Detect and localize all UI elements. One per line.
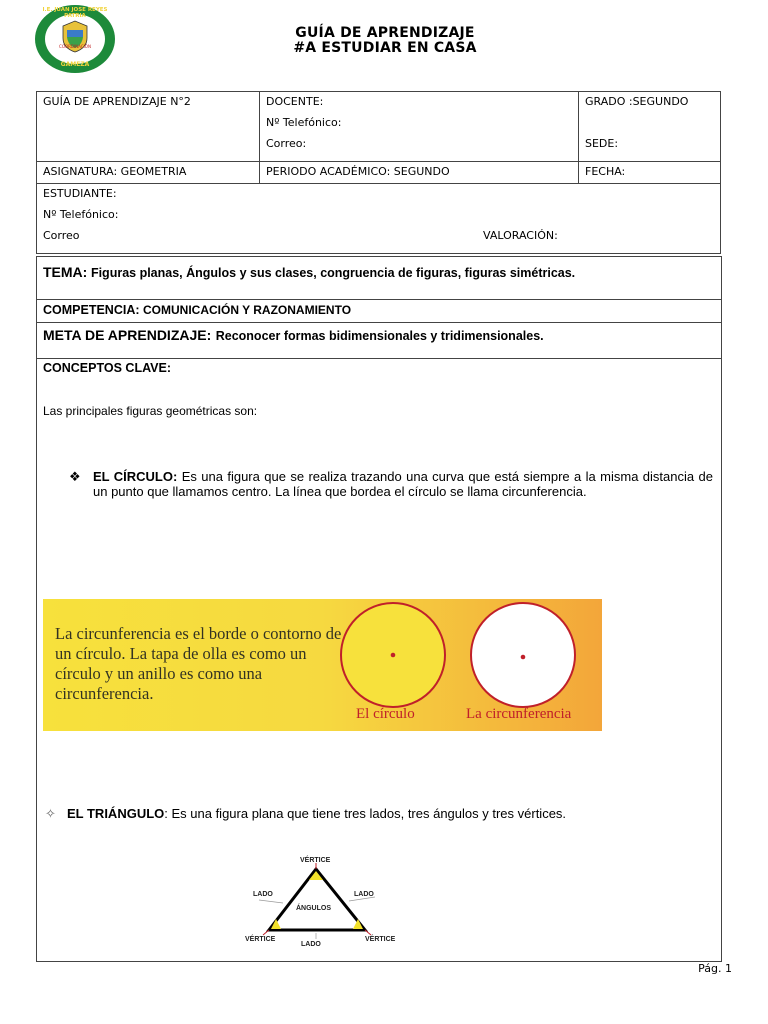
estudiante-email-label: Correo: [43, 229, 80, 242]
guia-cell: [37, 92, 260, 162]
grado-label: GRADO :SEGUNDO: [585, 95, 689, 108]
meta-label: META DE APRENDIZAJE:: [43, 327, 212, 343]
circumference-center-dot: [521, 655, 526, 660]
logo-text-bottom: GAMEZA: [60, 61, 90, 68]
intro-text: Las principales figuras geométricas son:: [43, 404, 258, 418]
circulo-label: EL CÍRCULO:: [93, 469, 178, 484]
vertex-top-label: VÉRTICE: [300, 857, 331, 864]
triangulo-paragraph: [67, 806, 717, 821]
side-right-label: LADO: [354, 891, 374, 898]
triangulo-text: : Es una figura plana que tiene tres lados, tres ángulos y tres vértices.: [164, 806, 567, 821]
caption-circle: El círculo: [356, 706, 415, 722]
docente-email-label: Correo:: [266, 137, 307, 150]
asignatura-cell: ASIGNATURA: GEOMETRIA: [37, 162, 260, 184]
estudiante-label: ESTUDIANTE:: [43, 187, 117, 200]
tema-text: Figuras planas, Ángulos y sus clases, congruencia de figuras, figuras simétricas.: [90, 266, 576, 280]
vertex-right-label: VÉRTICE: [365, 936, 396, 943]
sede-label: SEDE:: [585, 137, 619, 150]
meta-row: [37, 323, 721, 359]
triangulo-label: EL TRIÁNGULO: [67, 806, 165, 821]
triangulo-bullet: [45, 806, 56, 822]
page-title-line1: GUÍA DE APRENDIZAJE: [295, 25, 475, 41]
fecha-cell: FECHA:: [579, 162, 721, 184]
valoracion-label: VALORACIÓN:: [483, 229, 558, 242]
circulo-paragraph: [93, 469, 713, 499]
estudiante-cell: [37, 184, 721, 254]
circle-banner-image: [43, 599, 602, 731]
angles-label: ÁNGULOS: [296, 905, 331, 912]
logo-text-mid: COORDINACIÓN: [59, 44, 91, 49]
conceptos-label: CONCEPTOS CLAVE:: [43, 361, 172, 375]
docente-phone-label: Nº Telefónico:: [266, 116, 342, 129]
side-bottom-label: LADO: [301, 941, 321, 948]
info-table: [36, 91, 721, 254]
diamond-outline-bullet-icon: ✧: [45, 806, 56, 821]
circle-center-dot: [391, 653, 396, 658]
guia-number: GUÍA DE APRENDIZAJE N°2: [43, 95, 191, 108]
side-left-label: LADO: [253, 891, 273, 898]
competencia-row: [37, 299, 721, 323]
circulo-bullet: [69, 469, 81, 485]
triangle-diagram: [235, 853, 405, 953]
competencia-text: COMUNICACIÓN Y RAZONAMIENTO: [143, 303, 352, 317]
page-title-line2: #A ESTUDIAR EN CASA: [293, 40, 477, 56]
grado-cell: [579, 92, 721, 162]
periodo-cell: PERIODO ACADÉMICO: SEGUNDO: [260, 162, 579, 184]
page-number: Pág. 1: [698, 962, 732, 975]
docente-cell: [260, 92, 579, 162]
circulo-text: Es una figura que se realiza trazando una curva que está siempre a la misma distancia de un punto que llamamos centro. La línea que bordea el círculo se llama circunferencia.: [93, 469, 713, 499]
caption-circumference: La circunferencia: [466, 706, 572, 722]
vertex-left-label: VÉRTICE: [245, 936, 276, 943]
docente-label: DOCENTE:: [266, 95, 324, 108]
logo-text-top: I.E. JUAN JOSE REYES PATRIA: [42, 7, 108, 19]
diamond-bullet-icon: ❖: [69, 469, 81, 484]
tema-row: [37, 257, 721, 300]
meta-text: Reconocer formas bidimensionales y tridimensionales.: [215, 329, 544, 343]
tema-label: TEMA:: [43, 264, 88, 280]
competencia-label: COMPETENCIA:: [43, 303, 140, 317]
banner-text: La circunferencia es el borde o contorno de un círculo. La tapa de olla es como un círculo y un anillo es como una circunferencia.: [55, 624, 342, 703]
estudiante-phone-label: Nº Telefónico:: [43, 208, 119, 221]
